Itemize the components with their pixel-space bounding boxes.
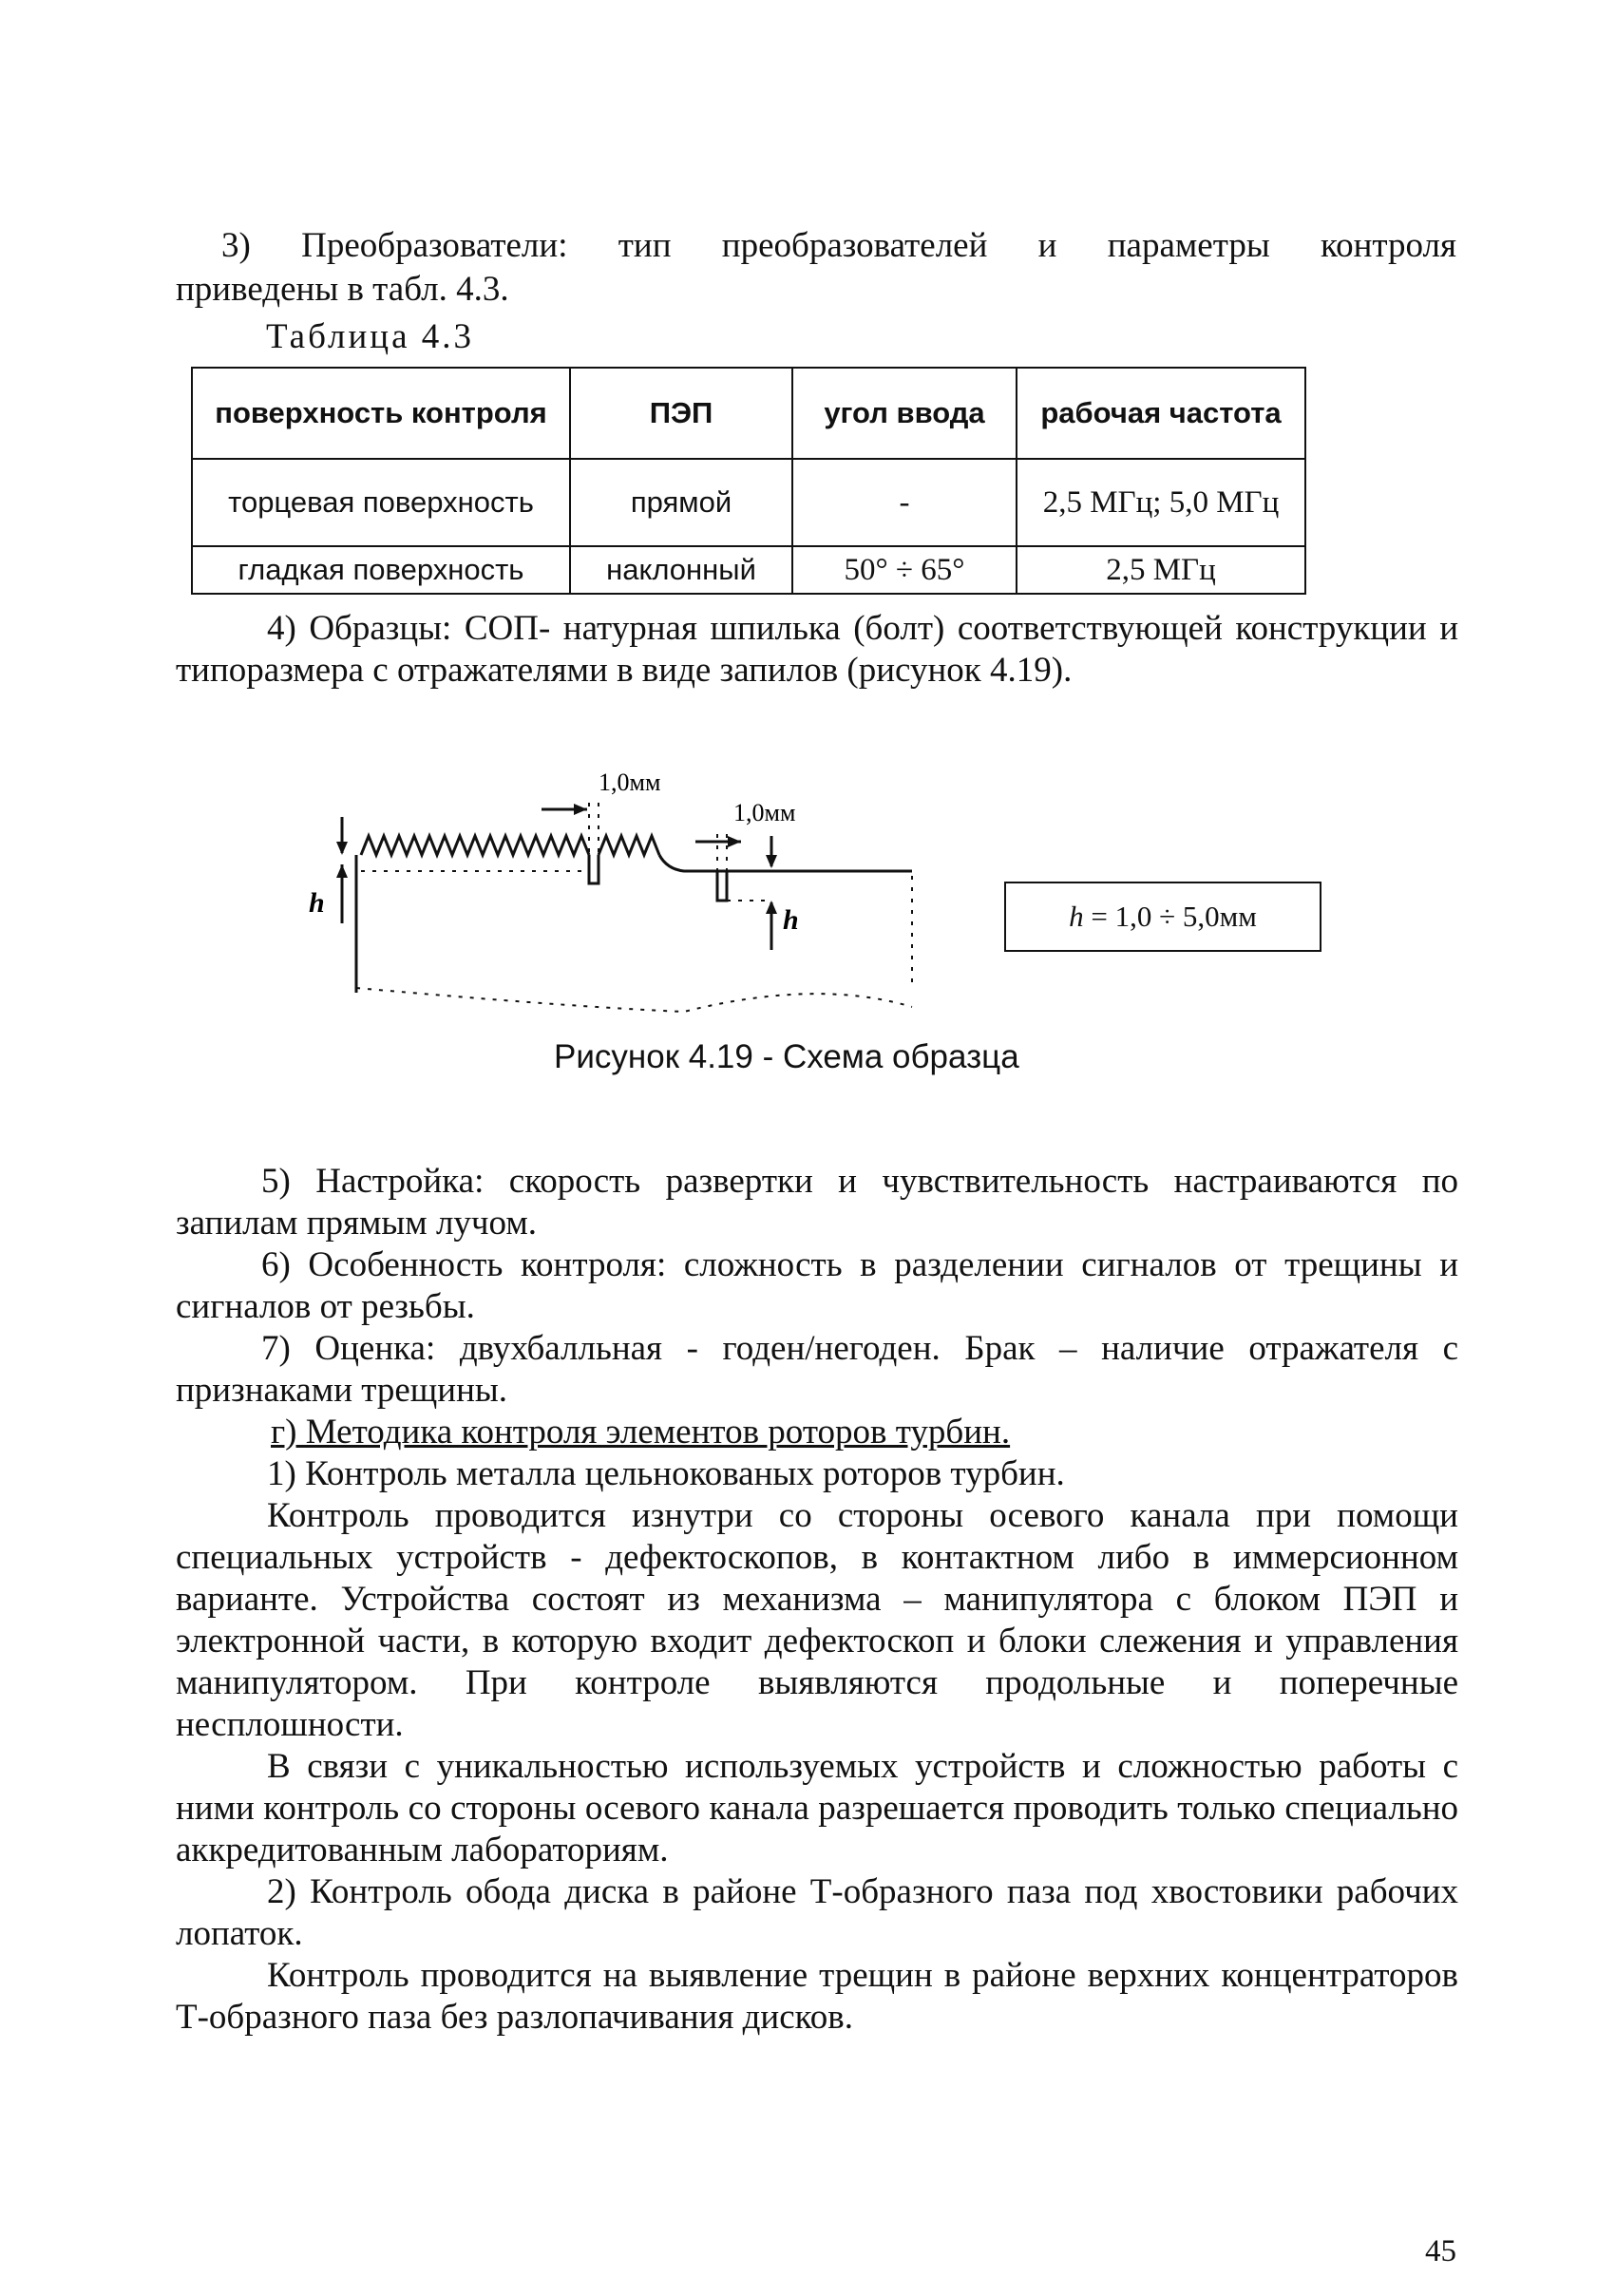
table-cell: 2,5 МГц bbox=[1017, 546, 1305, 594]
paragraph-3 bbox=[221, 225, 1456, 267]
subsection-2-text: Контроль проводится на выявление трещин в районе верхних концентраторов Т-образного паза без разлопачивания дисков. bbox=[176, 1956, 1458, 2037]
table-4-3 bbox=[191, 367, 1306, 595]
table-header-row bbox=[192, 368, 1305, 459]
dimension-label-1: 1,0мм bbox=[599, 768, 661, 796]
table-row bbox=[192, 459, 1305, 546]
table-header-cell: поверхность контроля bbox=[192, 368, 570, 459]
h-label-right: h bbox=[783, 904, 799, 936]
h-range-box bbox=[1004, 882, 1321, 952]
table-row bbox=[192, 546, 1305, 594]
table-caption: Таблица 4.3 bbox=[266, 317, 474, 356]
h-range-value: = 1,0 ÷ 5,0мм bbox=[1083, 900, 1257, 933]
paragraph-3-cont bbox=[176, 269, 1458, 311]
paragraph-4: 4) Образцы: СОП- натурная шпилька (болт) соответствующей конструкции и типоразмера с отражателями в виде запилов (рисунок 4.19). bbox=[176, 609, 1458, 690]
table-header-cell: рабочая частота bbox=[1017, 368, 1305, 459]
paragraph-3-line2: приведены в табл. 4.3. bbox=[176, 270, 509, 309]
h-label-left: h bbox=[309, 887, 325, 919]
paragraph-3-line1: 3) Преобразователи: тип преобразователей и параметры контроля bbox=[221, 226, 1456, 265]
paragraph-6: 6) Особенность контроля: сложность в разделении сигналов от трещины и сигналов от резьбы. bbox=[176, 1245, 1458, 1326]
table-cell: - bbox=[792, 459, 1017, 546]
subsection-1-heading: 1) Контроль металла цельнокованых роторов турбин. bbox=[267, 1454, 1065, 1493]
section-heading: г) Методика контроля элементов роторов турбин. bbox=[271, 1413, 1011, 1452]
table-cell: торцевая поверхность bbox=[192, 459, 570, 546]
subsection-1-text: Контроль проводится изнутри со стороны осевого канала при помощи специальных устройств - дефектоскопов, в контактном либо в иммерсионном варианте. Устройства состоят из механизма – манипулятора с блоком ПЭП и электронной части, в которую входит дефектоскоп и блоки слежения и управления манипулятором. При контроле выявляются продольные и поперечные несплошности. bbox=[176, 1496, 1458, 1744]
page-number: 45 bbox=[1425, 2234, 1456, 2268]
paragraph-7: 7) Оценка: двухбалльная - годен/негоден. Брак – наличие отражателя с признаками трещины. bbox=[176, 1329, 1458, 1410]
subsection-1-text-2: В связи с уникальностью используемых устройств и сложностью работы с ними контроль со стороны осевого канала разрешается проводить только специально аккредитованным лабораториям. bbox=[176, 1747, 1458, 1869]
table-cell: гладкая поверхность bbox=[192, 546, 570, 594]
h-variable: h bbox=[1069, 900, 1084, 933]
paragraph-5: 5) Настройка: скорость развертки и чувствительность настраиваются по запилам прямым лучом. bbox=[176, 1162, 1458, 1243]
subsection-2-heading: 2) Контроль обода диска в районе Т-образного паза под хвостовики рабочих лопаток. bbox=[176, 1872, 1458, 1953]
dimension-label-2: 1,0мм bbox=[733, 799, 796, 826]
table-header-cell: ПЭП bbox=[570, 368, 792, 459]
figure-caption: Рисунок 4.19 - Схема образца bbox=[554, 1038, 1019, 1075]
table-cell: 2,5 МГц; 5,0 МГц bbox=[1017, 459, 1305, 546]
table-cell: 50° ÷ 65° bbox=[792, 546, 1017, 594]
table-header-cell: угол ввода bbox=[792, 368, 1017, 459]
table-cell: наклонный bbox=[570, 546, 792, 594]
table-cell: прямой bbox=[570, 459, 792, 546]
